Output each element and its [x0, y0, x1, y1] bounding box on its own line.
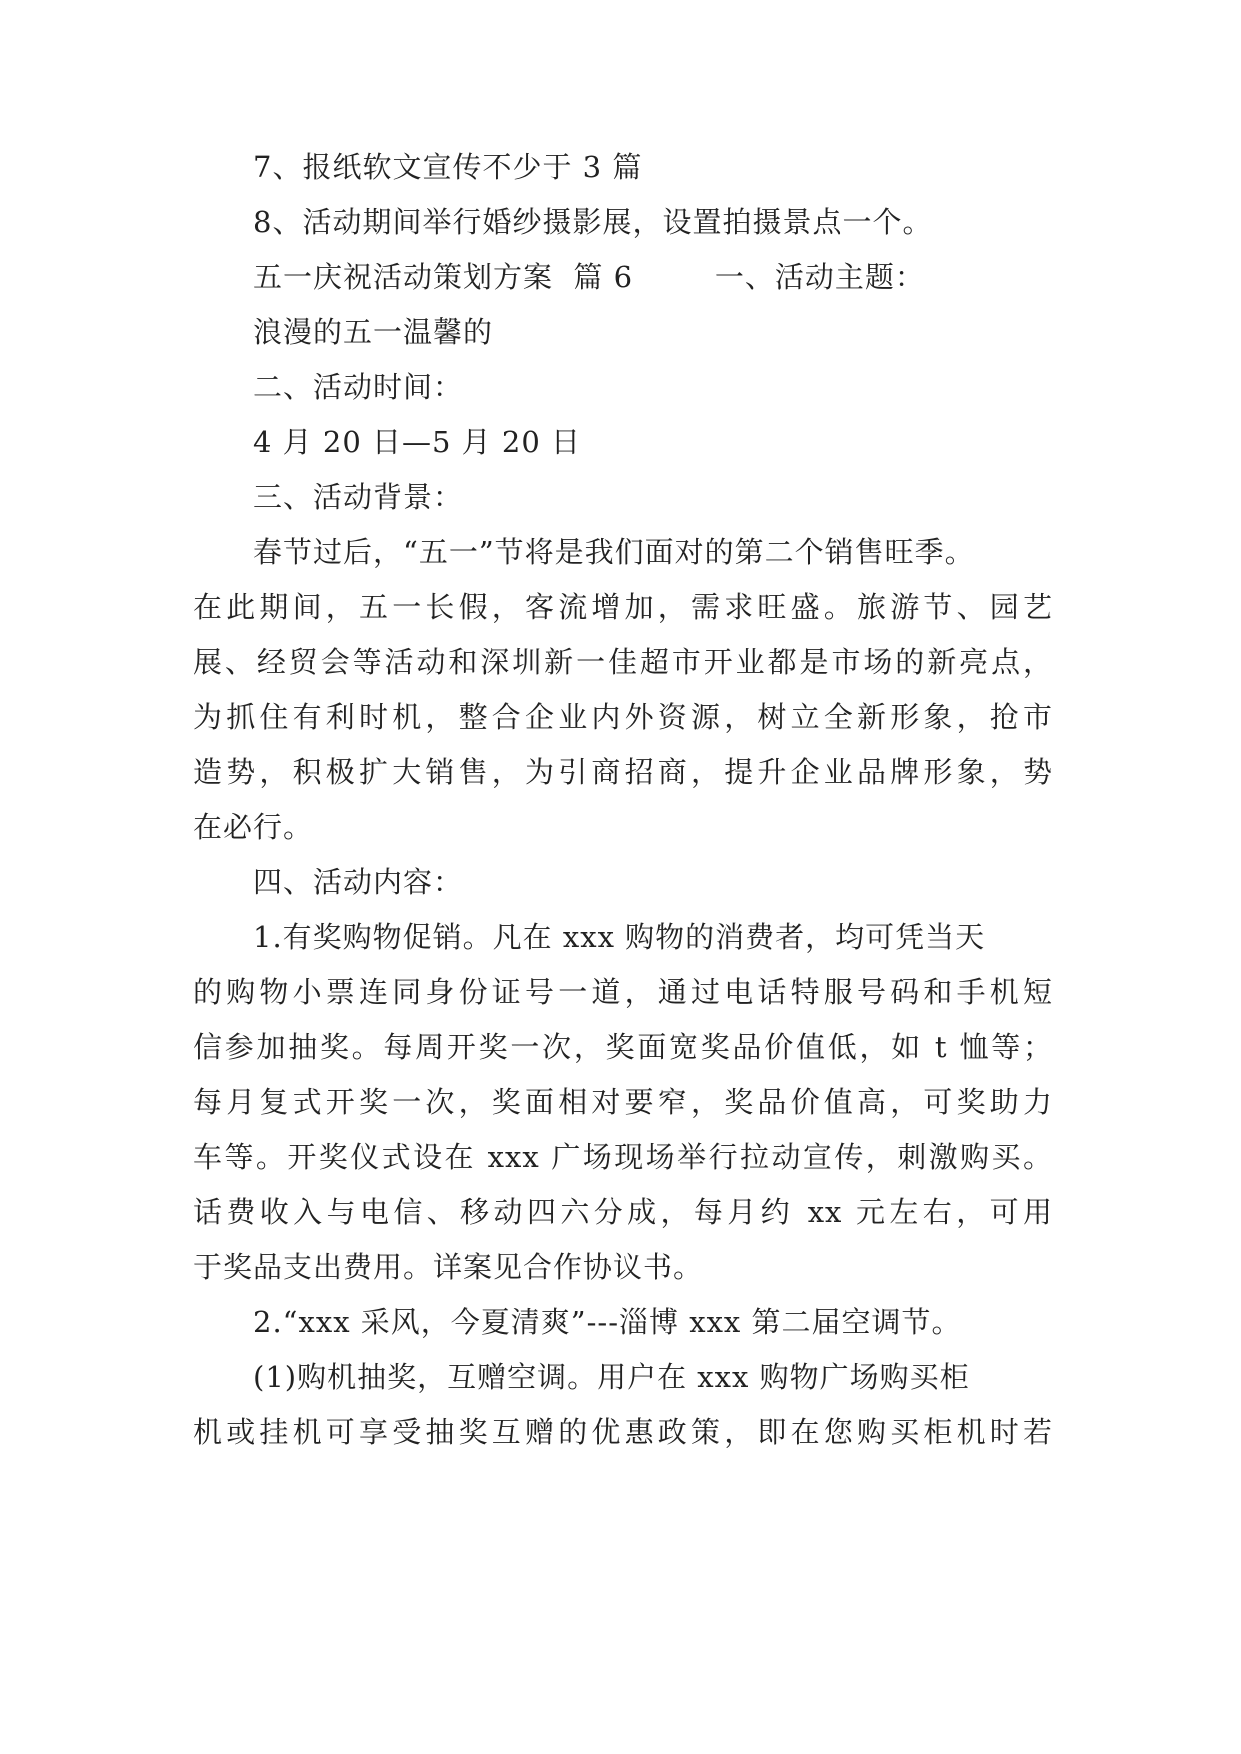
text-line: 车等。开奖仪式设在 xxx 广场现场举行拉动宣传，刺激购买。	[193, 1140, 1053, 1174]
text-line: 在必行。	[193, 810, 314, 844]
text-line: 每月复式开奖一次，奖面相对要窄，奖品价值高，可奖助力	[193, 1085, 1053, 1119]
section-heading: 四、活动内容：	[253, 865, 464, 899]
text-line: 4 月 20 日—5 月 20 日	[253, 425, 582, 459]
text-line: 8、活动期间举行婚纱摄影展，设置拍摄景点一个。	[253, 205, 933, 239]
text-line: 造势，积极扩大销售，为引商招商，提升企业品牌形象，势	[193, 755, 1053, 789]
text-line: 的购物小票连同身份证号一道，通过电话特服号码和手机短	[193, 975, 1053, 1009]
text-line: 浪漫的五一温馨的	[253, 315, 494, 349]
text-line: 为抓住有利时机，整合企业内外资源，树立全新形象，抢市	[193, 700, 1053, 734]
text-line: 机或挂机可享受抽奖互赠的优惠政策，即在您购买柜机时若	[193, 1415, 1053, 1449]
text-line: 于奖品支出费用。详案见合作协议书。	[193, 1250, 704, 1284]
section-heading: 二、活动时间：	[253, 370, 464, 404]
text-line: 展、经贸会等活动和深圳新一佳超市开业都是市场的新亮点，	[193, 645, 1053, 679]
text-line: 2.“xxx 采风，今夏清爽”---淄博 xxx 第二届空调节。	[253, 1305, 962, 1339]
text-line: 7、报纸软文宣传不少于 3 篇	[253, 150, 643, 184]
text-line: 春节过后，“五一”节将是我们面对的第二个销售旺季。	[253, 535, 975, 569]
text-line: 信参加抽奖。每周开奖一次，奖面宽奖品价值低，如 t 恤等；	[193, 1030, 1053, 1064]
text-line: 在此期间，五一长假，客流增加，需求旺盛。旅游节、园艺	[193, 590, 1053, 624]
text-line: 1.有奖购物促销。凡在 xxx 购物的消费者，均可凭当天	[253, 920, 986, 954]
section-heading: 三、活动背景：	[253, 480, 464, 514]
text-line: 话费收入与电信、移动四六分成，每月约 xx 元左右，可用	[193, 1195, 1053, 1229]
text-line: (1)购机抽奖，互赠空调。用户在 xxx 购物广场购买柜	[253, 1360, 970, 1394]
section-heading: 五一庆祝活动策划方案 篇 6 一、活动主题：	[253, 260, 925, 294]
